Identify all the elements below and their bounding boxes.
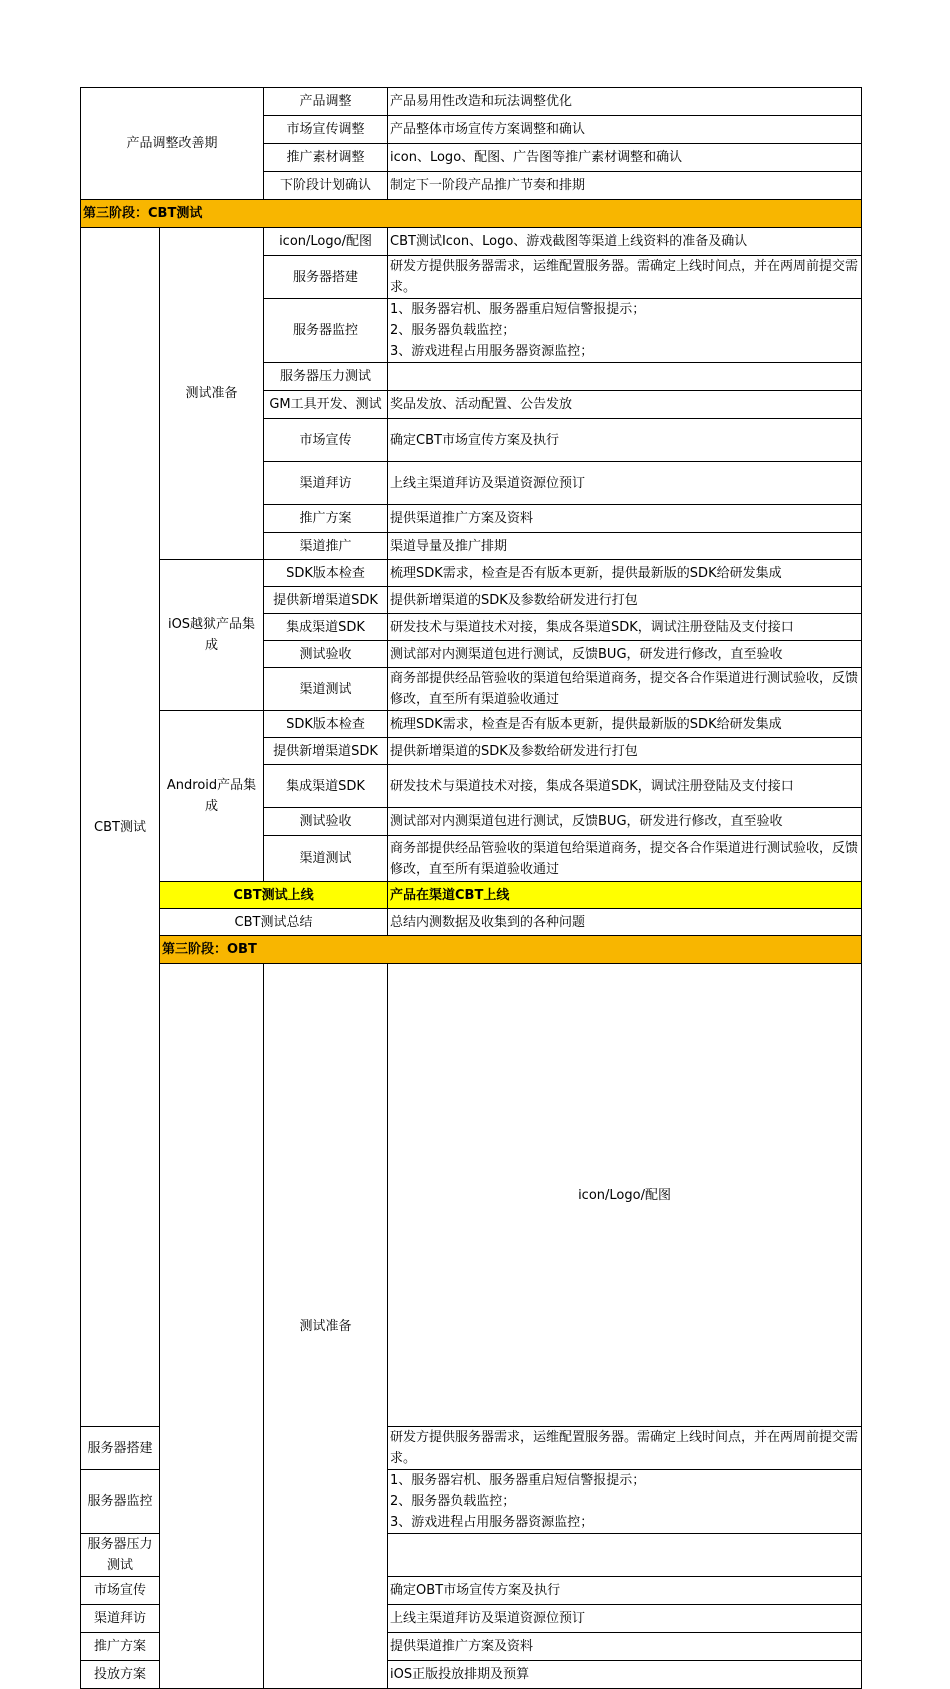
item-description: 奖品发放、活动配置、公告发放 xyxy=(388,391,862,419)
item-description: 产品易用性改造和玩法调整优化 xyxy=(388,88,862,116)
table-row xyxy=(81,909,862,936)
item-description: 梳理SDK需求，检查是否有版本更新，提供最新版的SDK给研发集成 xyxy=(388,711,862,738)
item-description xyxy=(388,363,862,391)
item-label: icon/Logo/配图 xyxy=(388,964,862,1427)
item-description: 测试部对内测渠道包进行测试，反馈BUG，研发进行修改，直至验收 xyxy=(388,641,862,668)
launch-label: CBT测试上线 xyxy=(160,882,388,909)
item-description: 确定OBT市场宣传方案及执行 xyxy=(388,1577,862,1605)
launch-description: 产品在渠道CBT上线 xyxy=(388,882,862,909)
item-description: 提供新增渠道的SDK及参数给研发进行打包 xyxy=(388,738,862,765)
item-description: 上线主渠道拜访及渠道资源位预订 xyxy=(388,462,862,505)
item-label: GM工具开发、测试 xyxy=(264,391,388,419)
item-label: 服务器压力测试 xyxy=(264,363,388,391)
section-header-obt: 第三阶段：OBT xyxy=(160,936,862,964)
item-description: 提供新增渠道的SDK及参数给研发进行打包 xyxy=(388,587,862,614)
item-description: 测试部对内测渠道包进行测试，反馈BUG，研发进行修改，直至验收 xyxy=(388,808,862,836)
item-label: 渠道测试 xyxy=(264,668,388,711)
section-row xyxy=(81,936,862,964)
item-label: 产品调整 xyxy=(264,88,388,116)
item-label: 渠道拜访 xyxy=(264,462,388,505)
item-description: 渠道导量及推广排期 xyxy=(388,533,862,560)
item-description: 研发技术与渠道技术对接，集成各渠道SDK，调试注册登陆及支付接口 xyxy=(388,765,862,808)
item-description: icon、Logo、配图、广告图等推广素材调整和确认 xyxy=(388,144,862,172)
table-row xyxy=(81,711,862,738)
item-label: 提供新增渠道SDK xyxy=(264,738,388,765)
item-description: 研发方提供服务器需求，运维配置服务器。需确定上线时间点，并在两周前提交需求。 xyxy=(388,1427,862,1470)
group-label: Android产品集成 xyxy=(160,711,264,882)
item-label: 服务器搭建 xyxy=(264,256,388,299)
item-description: 1、服务器宕机、服务器重启短信警报提示； 2、服务器负载监控； 3、游戏进程占用服务器资源监控； xyxy=(388,1470,862,1534)
group-label: 测试准备 xyxy=(264,964,388,1689)
item-description: 研发技术与渠道技术对接，集成各渠道SDK，调试注册登陆及支付接口 xyxy=(388,614,862,641)
item-label: 集成渠道SDK xyxy=(264,614,388,641)
table-row xyxy=(81,88,862,116)
phase-label-empty xyxy=(160,964,264,1689)
table-row xyxy=(81,964,862,1427)
item-label: 市场宣传 xyxy=(81,1577,160,1605)
item-label: 集成渠道SDK xyxy=(264,765,388,808)
summary-description: 总结内测数据及收集到的各种问题 xyxy=(388,909,862,936)
item-description: 提供渠道推广方案及资料 xyxy=(388,505,862,533)
item-description xyxy=(388,1534,862,1577)
item-label: 测试验收 xyxy=(264,808,388,836)
item-label: 市场宣传 xyxy=(264,419,388,462)
item-description: 1、服务器宕机、服务器重启短信警报提示； 2、服务器负载监控； 3、游戏进程占用服务器资源监控； xyxy=(388,299,862,363)
item-label: 投放方案 xyxy=(81,1661,160,1689)
group-label: 测试准备 xyxy=(160,228,264,560)
item-label: 市场宣传调整 xyxy=(264,116,388,144)
item-label: SDK版本检查 xyxy=(264,560,388,587)
section-header-cbt: 第三阶段：CBT测试 xyxy=(81,200,862,228)
item-label: 推广方案 xyxy=(264,505,388,533)
item-label: 推广素材调整 xyxy=(264,144,388,172)
item-label: 服务器搭建 xyxy=(81,1427,160,1470)
item-description: 确定CBT市场宣传方案及执行 xyxy=(388,419,862,462)
item-description: 梳理SDK需求，检查是否有版本更新，提供最新版的SDK给研发集成 xyxy=(388,560,862,587)
item-label: 提供新增渠道SDK xyxy=(264,587,388,614)
plan-table xyxy=(80,87,862,1689)
item-label: 渠道推广 xyxy=(264,533,388,560)
item-description: 上线主渠道拜访及渠道资源位预订 xyxy=(388,1605,862,1633)
item-label: 渠道拜访 xyxy=(81,1605,160,1633)
item-description: 商务部提供经品管验收的渠道包给渠道商务，提交各合作渠道进行测试验收，反馈修改，直至所有渠道验收通过 xyxy=(388,836,862,882)
item-label: 推广方案 xyxy=(81,1633,160,1661)
table-row xyxy=(81,882,862,909)
section-row xyxy=(81,200,862,228)
item-description: iOS正版投放排期及预算 xyxy=(388,1661,862,1689)
item-label: 服务器压力测试 xyxy=(81,1534,160,1577)
item-label: 渠道测试 xyxy=(264,836,388,882)
item-description: 研发方提供服务器需求，运维配置服务器。需确定上线时间点，并在两周前提交需求。 xyxy=(388,256,862,299)
item-description: 提供渠道推广方案及资料 xyxy=(388,1633,862,1661)
item-label: icon/Logo/配图 xyxy=(264,228,388,256)
table-row xyxy=(81,228,862,256)
item-label: 服务器监控 xyxy=(81,1470,160,1534)
item-description: CBT测试Icon、Logo、游戏截图等渠道上线资料的准备及确认 xyxy=(388,228,862,256)
item-description: 商务部提供经品管验收的渠道包给渠道商务，提交各合作渠道进行测试验收，反馈修改，直至所有渠道验收通过 xyxy=(388,668,862,711)
group-label: 产品调整改善期 xyxy=(81,88,264,200)
item-description: 产品整体市场宣传方案调整和确认 xyxy=(388,116,862,144)
phase-label: CBT测试 xyxy=(81,228,160,1427)
item-label: 服务器监控 xyxy=(264,299,388,363)
item-label: SDK版本检查 xyxy=(264,711,388,738)
group-label: iOS越狱产品集成 xyxy=(160,560,264,711)
table-row xyxy=(81,560,862,587)
item-label: 测试验收 xyxy=(264,641,388,668)
item-label: 下阶段计划确认 xyxy=(264,172,388,200)
item-description: 制定下一阶段产品推广节奏和排期 xyxy=(388,172,862,200)
summary-label: CBT测试总结 xyxy=(160,909,388,936)
